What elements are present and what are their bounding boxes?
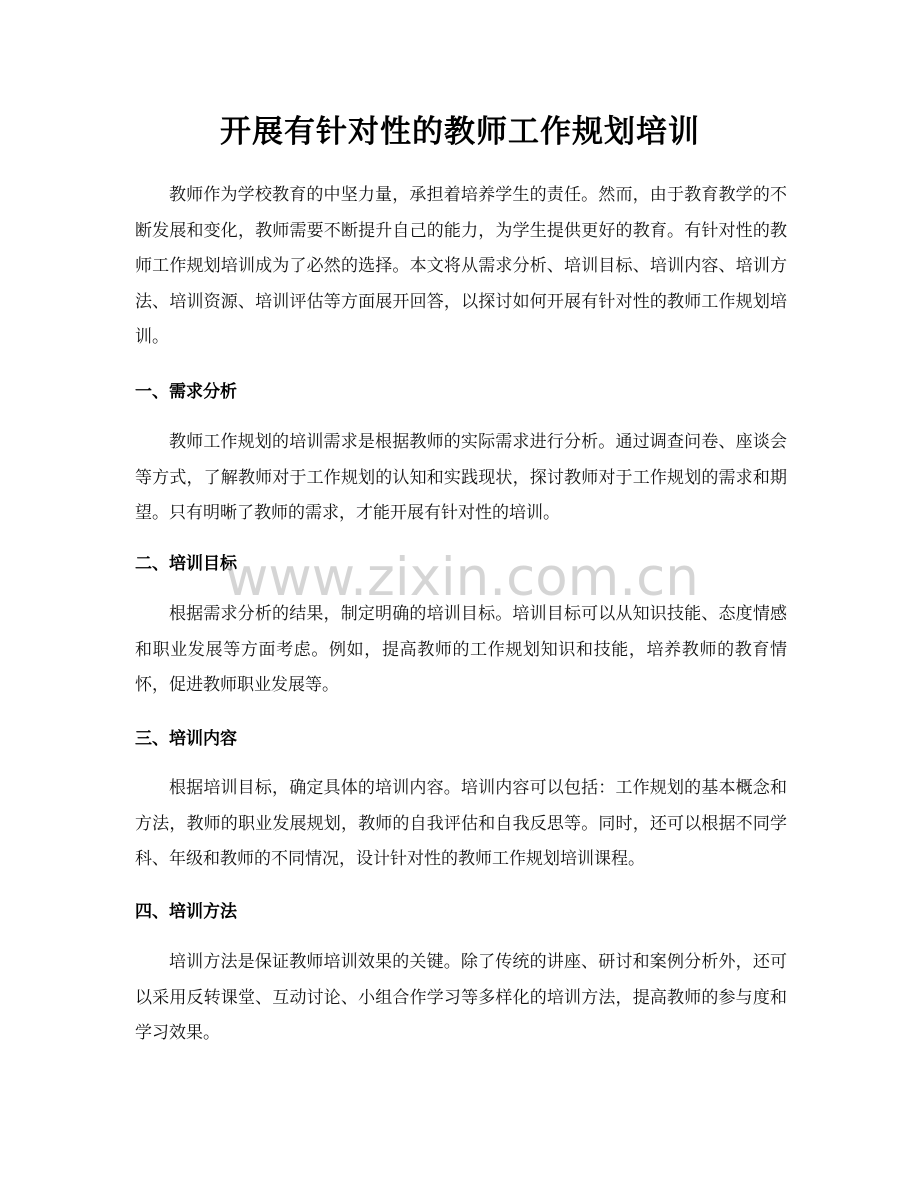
section-heading-training-content: 三、培训内容 [135, 729, 237, 749]
document-title: 开展有针对性的教师工作规划培训 [220, 114, 700, 150]
section-body-training-content: 根据培训目标，确定具体的培训内容。培训内容可以包括：工作规划的基本概念和方法，教师的职业发展规划，教师的自我评估和自我反思等。同时，还可以根据不同学科、年级和教师的不同情况，设计针对性的教师工作规划培训课程。 [135, 778, 787, 869]
intro-paragraph: 教师作为学校教育的中坚力量，承担着培养学生的责任。然而，由于教育教学的不断发展和变化，教师需要不断提升自己的能力，为学生提供更好的教育。有针对性的教师工作规划培训成为了必然的选择。本文将从需求分析、培训目标、培训内容、培训方法、培训资源、培训评估等方面展开回答，以探讨如何开展有针对性的教师工作规划培训。 [135, 185, 787, 347]
section-heading-training-methods: 四、培训方法 [135, 902, 237, 922]
section-heading-training-goals: 二、培训目标 [135, 554, 237, 574]
section-body-training-goals: 根据需求分析的结果，制定明确的培训目标。培训目标可以从知识技能、态度情感和职业发展等方面考虑。例如，提高教师的工作规划知识和技能，培养教师的教育情怀，促进教师职业发展等。 [135, 604, 787, 695]
section-body-needs-analysis: 教师工作规划的培训需求是根据教师的实际需求进行分析。通过调查问卷、座谈会等方式，了解教师对于工作规划的认知和实践现状，探讨教师对于工作规划的需求和期望。只有明晰了教师的需求，才能开展有针对性的培训。 [135, 432, 787, 523]
watermark: www.zixin.com.cn [225, 547, 699, 608]
section-heading-needs-analysis: 一、需求分析 [135, 382, 237, 402]
section-body-training-methods: 培训方法是保证教师培训效果的关键。除了传统的讲座、研讨和案例分析外，还可以采用反转课堂、互动讨论、小组合作学习等多样化的培训方法，提高教师的参与度和学习效果。 [135, 952, 787, 1043]
